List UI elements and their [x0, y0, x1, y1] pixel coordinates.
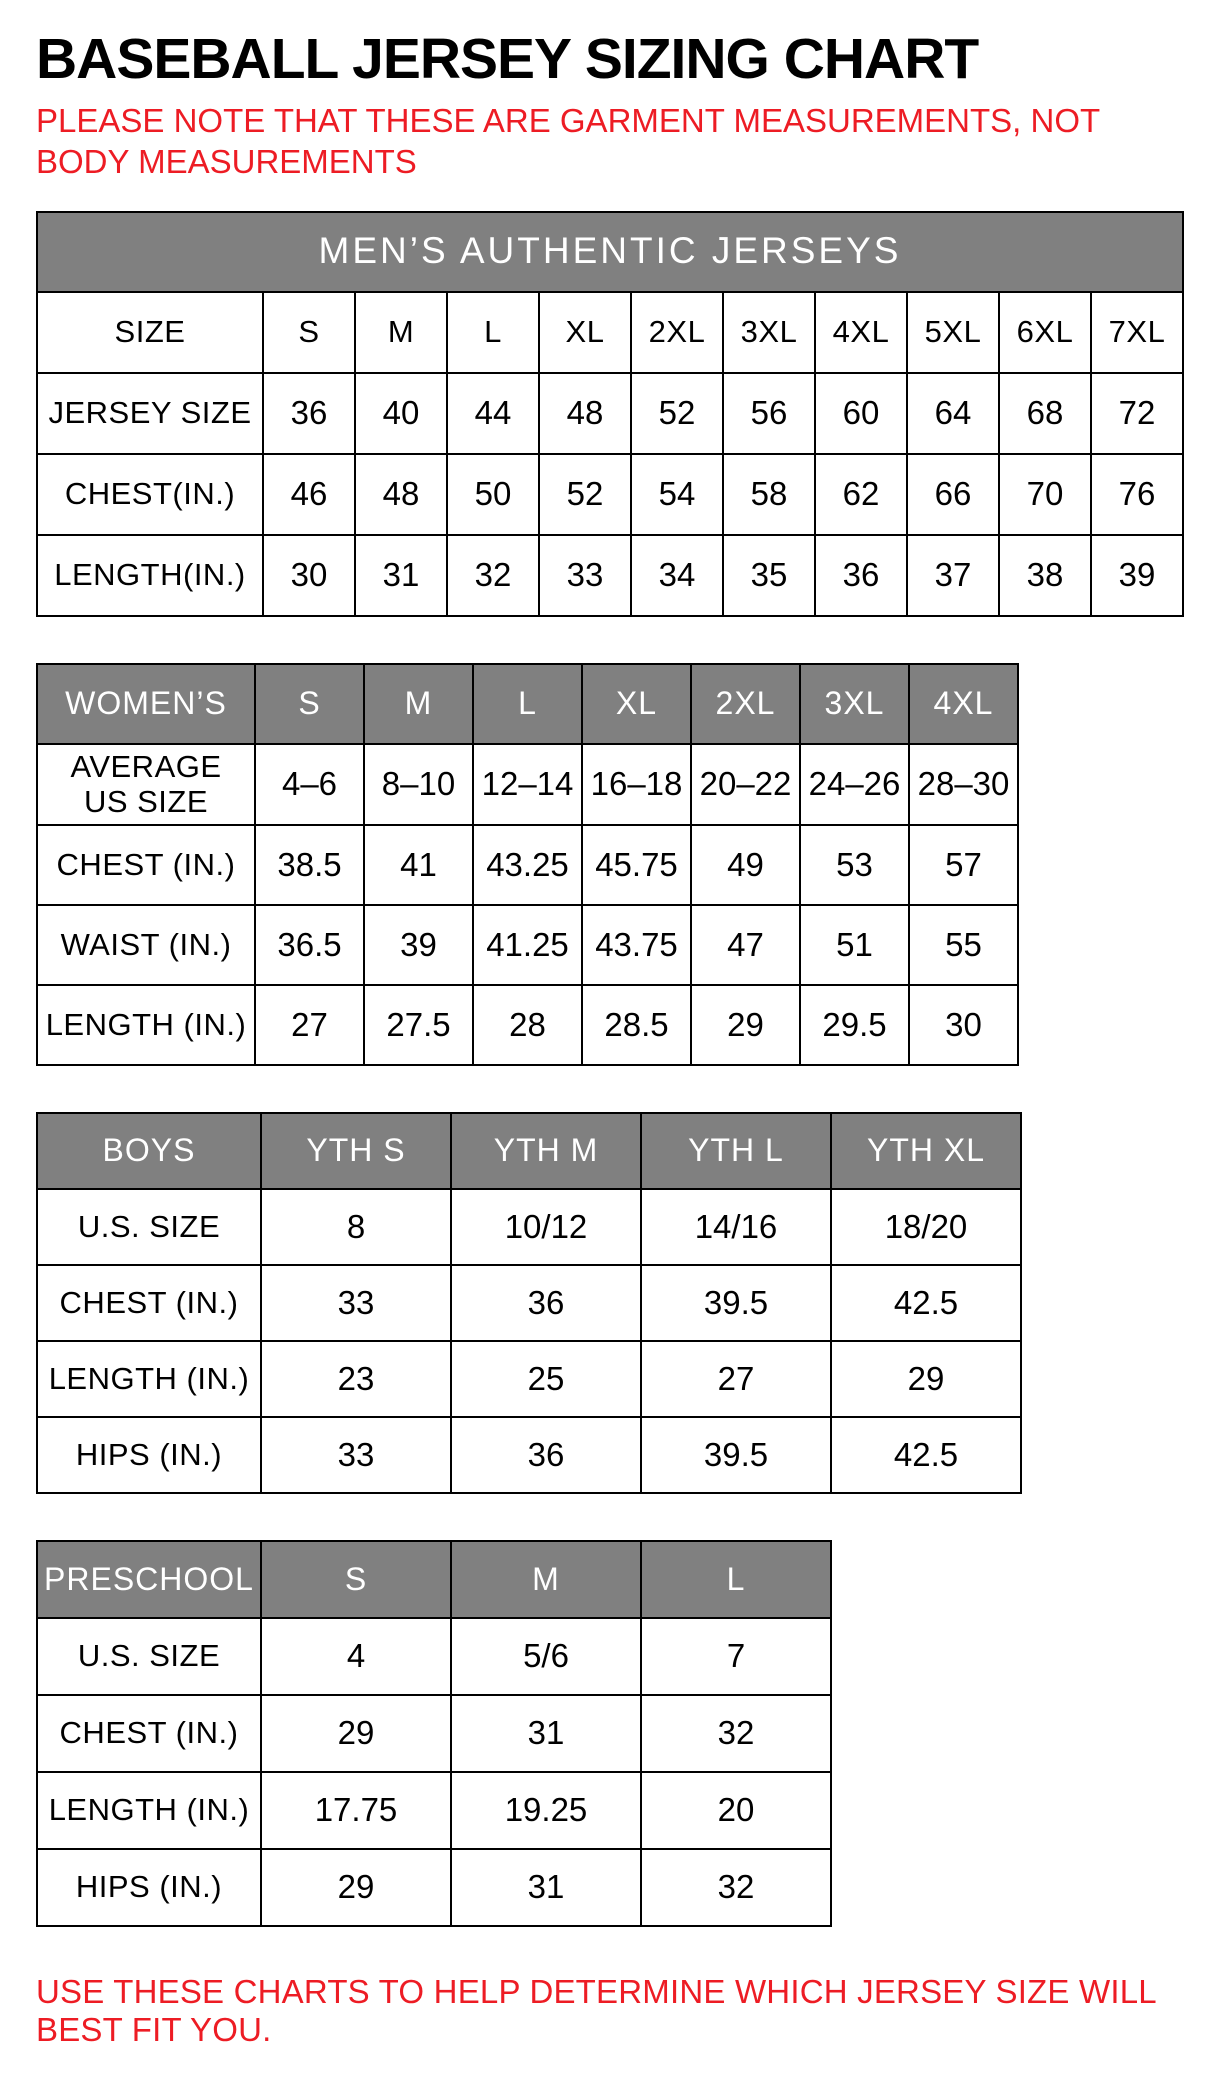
table-cell: 39: [1091, 535, 1183, 616]
table-row: [37, 1341, 1021, 1417]
size-cell: M: [355, 292, 447, 373]
table-cell: 54: [631, 454, 723, 535]
table-cell: 24–26: [800, 744, 909, 825]
table-row: [37, 535, 1183, 616]
table-cell: 38.5: [255, 825, 364, 905]
preschool-sizing-table: [36, 1540, 832, 1927]
table-row: [37, 1417, 1021, 1493]
table-cell: 36.5: [255, 905, 364, 985]
table-cell: 32: [641, 1695, 831, 1772]
table-cell: 10/12: [451, 1189, 641, 1265]
table-row: [37, 1772, 831, 1849]
table-cell: 28–30: [909, 744, 1018, 825]
row-label: CHEST(IN.): [37, 454, 263, 535]
table-cell: 76: [1091, 454, 1183, 535]
row-label: AVERAGE US SIZE: [37, 744, 255, 825]
size-cell: 4XL: [815, 292, 907, 373]
mens-sizing-table: [36, 211, 1184, 617]
size-cell: L: [447, 292, 539, 373]
table-cell: 36: [451, 1265, 641, 1341]
table-cell: 72: [1091, 373, 1183, 454]
table-cell: 44: [447, 373, 539, 454]
row-label: HIPS (IN.): [37, 1849, 261, 1926]
table-row: [37, 985, 1018, 1065]
table-row: [37, 373, 1183, 454]
row-label: CHEST (IN.): [37, 1265, 261, 1341]
table-cell: 66: [907, 454, 999, 535]
table-cell: 45.75: [582, 825, 691, 905]
table-row: [37, 905, 1018, 985]
size-header-cell: L: [641, 1541, 831, 1618]
table-cell: 30: [909, 985, 1018, 1065]
table-cell: 39.5: [641, 1417, 831, 1493]
table-cell: 35: [723, 535, 815, 616]
table-header-row: [37, 1113, 1021, 1189]
row-label: LENGTH (IN.): [37, 1772, 261, 1849]
table-cell: 70: [999, 454, 1091, 535]
table-cell: 16–18: [582, 744, 691, 825]
row-label: HIPS (IN.): [37, 1417, 261, 1493]
table-cell: 41.25: [473, 905, 582, 985]
size-cell: 7XL: [1091, 292, 1183, 373]
table-cell: 55: [909, 905, 1018, 985]
table-cell: 38: [999, 535, 1091, 616]
table-header-row: [37, 664, 1018, 744]
mens-table-title: MEN’S AUTHENTIC JERSEYS: [37, 212, 1183, 292]
row-label: LENGTH(IN.): [37, 535, 263, 616]
table-cell: 19.25: [451, 1772, 641, 1849]
size-cell: 2XL: [631, 292, 723, 373]
table-cell: 27.5: [364, 985, 473, 1065]
table-cell: 47: [691, 905, 800, 985]
table-cell: 62: [815, 454, 907, 535]
table-cell: 27: [641, 1341, 831, 1417]
table-cell: 36: [815, 535, 907, 616]
table-cell: 37: [907, 535, 999, 616]
table-cell: 4: [261, 1618, 451, 1695]
table-cell: 4–6: [255, 744, 364, 825]
size-header-cell: 3XL: [800, 664, 909, 744]
table-cell: 5/6: [451, 1618, 641, 1695]
boys-table-title: BOYS: [37, 1113, 261, 1189]
size-cell: 6XL: [999, 292, 1091, 373]
row-label: WAIST (IN.): [37, 905, 255, 985]
table-cell: 25: [451, 1341, 641, 1417]
size-header-cell: M: [451, 1541, 641, 1618]
table-row: [37, 1695, 831, 1772]
table-row: [37, 1618, 831, 1695]
table-cell: 56: [723, 373, 815, 454]
table-cell: 33: [261, 1265, 451, 1341]
table-cell: 36: [263, 373, 355, 454]
size-header-cell: YTH M: [451, 1113, 641, 1189]
size-cell: S: [263, 292, 355, 373]
size-header-cell: L: [473, 664, 582, 744]
row-label: U.S. SIZE: [37, 1189, 261, 1265]
table-row: [37, 1265, 1021, 1341]
size-header-cell: M: [364, 664, 473, 744]
table-cell: 43.25: [473, 825, 582, 905]
table-cell: 68: [999, 373, 1091, 454]
table-cell: 18/20: [831, 1189, 1021, 1265]
table-cell: 17.75: [261, 1772, 451, 1849]
size-header-cell: YTH XL: [831, 1113, 1021, 1189]
table-row: [37, 454, 1183, 535]
row-label: U.S. SIZE: [37, 1618, 261, 1695]
row-label: LENGTH (IN.): [37, 985, 255, 1065]
table-cell: 8: [261, 1189, 451, 1265]
table-row: [37, 1189, 1021, 1265]
row-label: CHEST (IN.): [37, 1695, 261, 1772]
table-cell: 48: [539, 373, 631, 454]
row-label: SIZE: [37, 292, 263, 373]
table-header-row: [37, 1541, 831, 1618]
table-header-row: [37, 212, 1183, 292]
table-row: [37, 825, 1018, 905]
row-label: JERSEY SIZE: [37, 373, 263, 454]
table-cell: 52: [631, 373, 723, 454]
size-header-cell: YTH S: [261, 1113, 451, 1189]
table-cell: 57: [909, 825, 1018, 905]
table-cell: 51: [800, 905, 909, 985]
table-cell: 33: [261, 1417, 451, 1493]
table-row: [37, 744, 1018, 825]
size-header-cell: YTH L: [641, 1113, 831, 1189]
footer-note: USE THESE CHARTS TO HELP DETERMINE WHICH JERSEY SIZE WILL BEST FIT YOU.: [36, 1972, 1156, 2048]
table-cell: 33: [539, 535, 631, 616]
size-header-cell: S: [261, 1541, 451, 1618]
table-cell: 64: [907, 373, 999, 454]
page-title: BASEBALL JERSEY SIZING CHART: [36, 27, 979, 91]
table-cell: 42.5: [831, 1417, 1021, 1493]
table-cell: 43.75: [582, 905, 691, 985]
table-cell: 12–14: [473, 744, 582, 825]
table-cell: 29: [831, 1341, 1021, 1417]
size-header-row: [37, 292, 1183, 373]
table-cell: 32: [447, 535, 539, 616]
table-cell: 48: [355, 454, 447, 535]
boys-sizing-table: [36, 1112, 1022, 1494]
table-cell: 30: [263, 535, 355, 616]
garment-measurement-note: PLEASE NOTE THAT THESE ARE GARMENT MEASUREMENTS, NOT BODY MEASUREMENTS: [36, 102, 1100, 181]
table-cell: 46: [263, 454, 355, 535]
table-cell: 36: [451, 1417, 641, 1493]
table-cell: 31: [355, 535, 447, 616]
table-cell: 29: [691, 985, 800, 1065]
table-cell: 39: [364, 905, 473, 985]
table-cell: 31: [451, 1695, 641, 1772]
table-cell: 28.5: [582, 985, 691, 1065]
size-header-cell: S: [255, 664, 364, 744]
size-header-cell: XL: [582, 664, 691, 744]
table-cell: 52: [539, 454, 631, 535]
table-cell: 34: [631, 535, 723, 616]
table-row: [37, 1849, 831, 1926]
table-cell: 29: [261, 1695, 451, 1772]
size-header-cell: 4XL: [909, 664, 1018, 744]
table-cell: 32: [641, 1849, 831, 1926]
preschool-table-title: PRESCHOOL: [37, 1541, 261, 1618]
table-cell: 20: [641, 1772, 831, 1849]
womens-sizing-table: [36, 663, 1019, 1066]
table-cell: 53: [800, 825, 909, 905]
size-cell: 5XL: [907, 292, 999, 373]
table-cell: 7: [641, 1618, 831, 1695]
size-cell: 3XL: [723, 292, 815, 373]
table-cell: 50: [447, 454, 539, 535]
table-cell: 60: [815, 373, 907, 454]
table-cell: 31: [451, 1849, 641, 1926]
table-cell: 8–10: [364, 744, 473, 825]
table-cell: 29.5: [800, 985, 909, 1065]
table-cell: 41: [364, 825, 473, 905]
row-label: CHEST (IN.): [37, 825, 255, 905]
table-cell: 14/16: [641, 1189, 831, 1265]
table-cell: 20–22: [691, 744, 800, 825]
table-cell: 23: [261, 1341, 451, 1417]
table-cell: 42.5: [831, 1265, 1021, 1341]
row-label: LENGTH (IN.): [37, 1341, 261, 1417]
size-cell: XL: [539, 292, 631, 373]
table-cell: 27: [255, 985, 364, 1065]
table-cell: 58: [723, 454, 815, 535]
table-cell: 49: [691, 825, 800, 905]
table-cell: 28: [473, 985, 582, 1065]
table-cell: 39.5: [641, 1265, 831, 1341]
size-header-cell: 2XL: [691, 664, 800, 744]
table-cell: 29: [261, 1849, 451, 1926]
table-cell: 40: [355, 373, 447, 454]
womens-table-title: WOMEN’S: [37, 664, 255, 744]
